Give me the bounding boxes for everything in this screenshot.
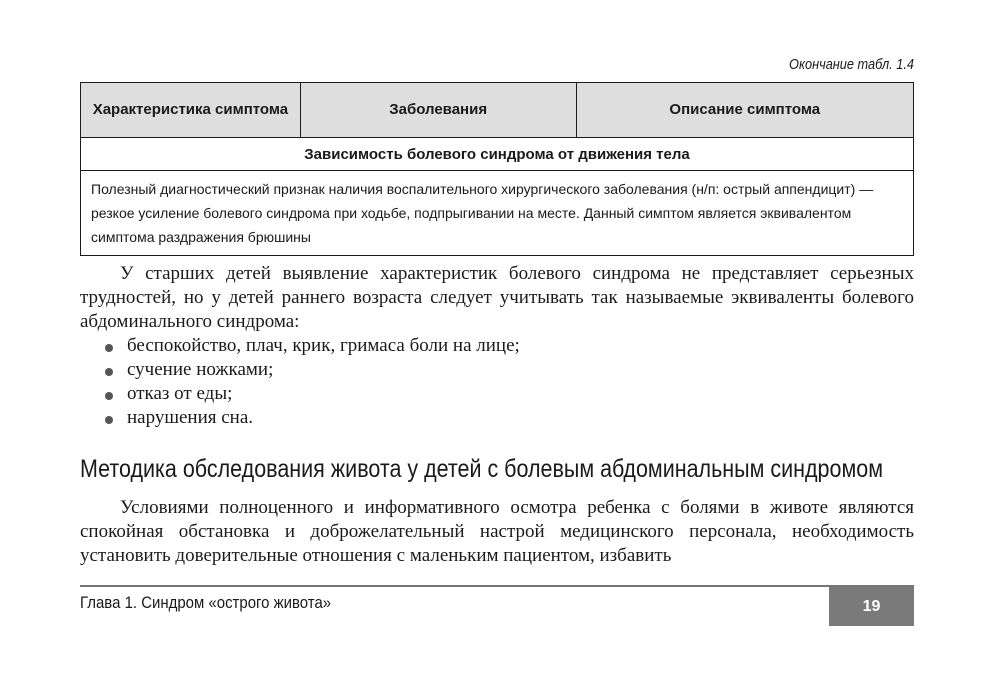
table-header-cell: Заболевания	[300, 83, 576, 138]
list-item: сучение ножками;	[100, 358, 520, 382]
list-item: нарушения сна.	[100, 406, 520, 430]
table-header-cell: Описание симптома	[576, 83, 914, 138]
running-footer-chapter: Глава 1. Синдром «острого живота»	[80, 593, 332, 612]
bullet-list	[100, 334, 520, 430]
table-header-cell: Характеристика симптома	[81, 83, 301, 138]
table-row	[81, 171, 914, 256]
section-heading: Методика обследования живота у детей с болевым абдоминальным синдромом	[80, 455, 883, 483]
body-paragraph: Условиями полноценного и информативного осмотра ребенка с болями в животе являются спокойная обстановка и доброжелательный настрой медицинского персонала, необходимость установить доверительные отношения с маленьким пациентом, избавить	[80, 497, 914, 566]
symptom-table	[80, 82, 914, 256]
footer-divider	[80, 585, 914, 587]
body-paragraph: У старших детей выявление характеристик болевого синдрома не представляет серьезных трудностей, но у детей раннего возраста следует учитывать так называемые эквиваленты болевого абдоминального синдрома:	[80, 263, 914, 332]
table-subheading-row	[81, 138, 914, 171]
table-subheading: Зависимость болевого синдрома от движения тела	[81, 138, 914, 171]
table-header-row	[81, 83, 914, 138]
list-item: беспокойство, плач, крик, гримаса боли на лице;	[100, 334, 520, 358]
table-description-cell: Полезный диагностический признак наличия воспалительного хирургического заболевания (н/п: острый аппендицит) — резкое усиление болевого синдрома при ходьбе, подпрыгивании на месте. Данный симптом является эквивалентом симптома раздражения брюшины	[81, 171, 914, 256]
list-item: отказ от еды;	[100, 382, 520, 406]
table-caption: Окончание табл. 1.4	[789, 56, 914, 73]
page-number: 19	[829, 587, 914, 626]
